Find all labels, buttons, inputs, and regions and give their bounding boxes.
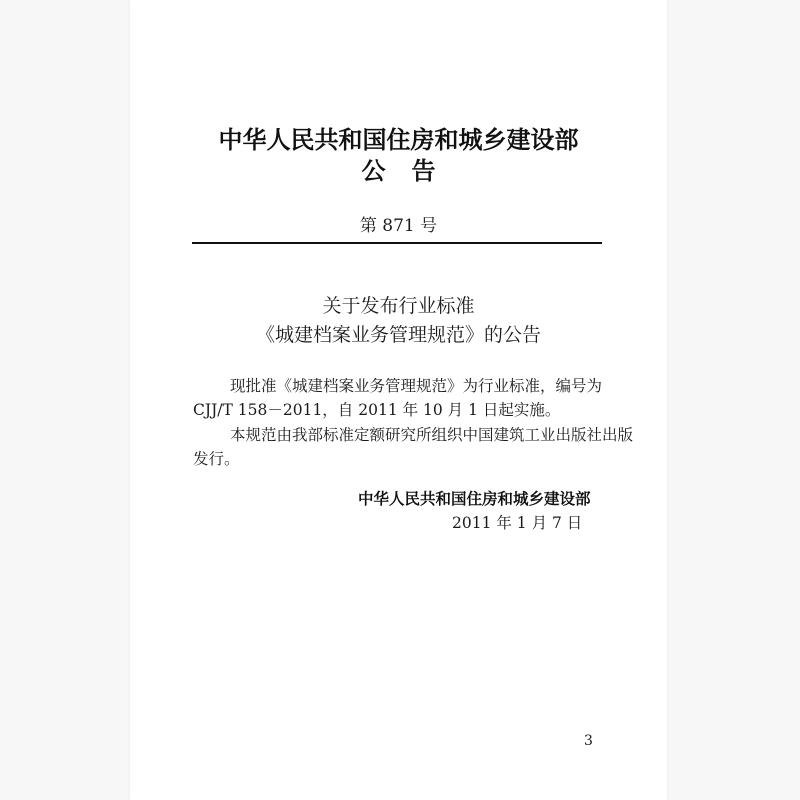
body-paragraph-line: 发行。 <box>193 450 240 468</box>
signature-organization: 中华人民共和国住房和城乡建设部 <box>358 490 591 508</box>
body-paragraph-line: 现批准《城建档案业务管理规范》为行业标准，编号为 <box>230 377 603 395</box>
subject-line-2: 《城建档案业务管理规范》的公告 <box>255 324 541 346</box>
body-paragraph-line: CJJ/T 158－2011，自 2011 年 10 月 1 日起实施。 <box>193 401 561 419</box>
page-number: 3 <box>584 733 593 749</box>
body-paragraph-line: 本规范由我部标准定额研究所组织中国建筑工业出版社出版 <box>230 426 634 444</box>
header-divider <box>192 242 602 244</box>
issuing-ministry-heading: 中华人民共和国住房和城乡建设部 <box>218 126 579 154</box>
notice-title: 公告 <box>361 157 462 185</box>
announcement-number: 第 871 号 <box>359 216 438 236</box>
subject-line-1: 关于发布行业标准 <box>322 295 475 317</box>
document-page <box>130 0 667 800</box>
signature-date: 2011 年 1 月 7 日 <box>452 514 583 532</box>
